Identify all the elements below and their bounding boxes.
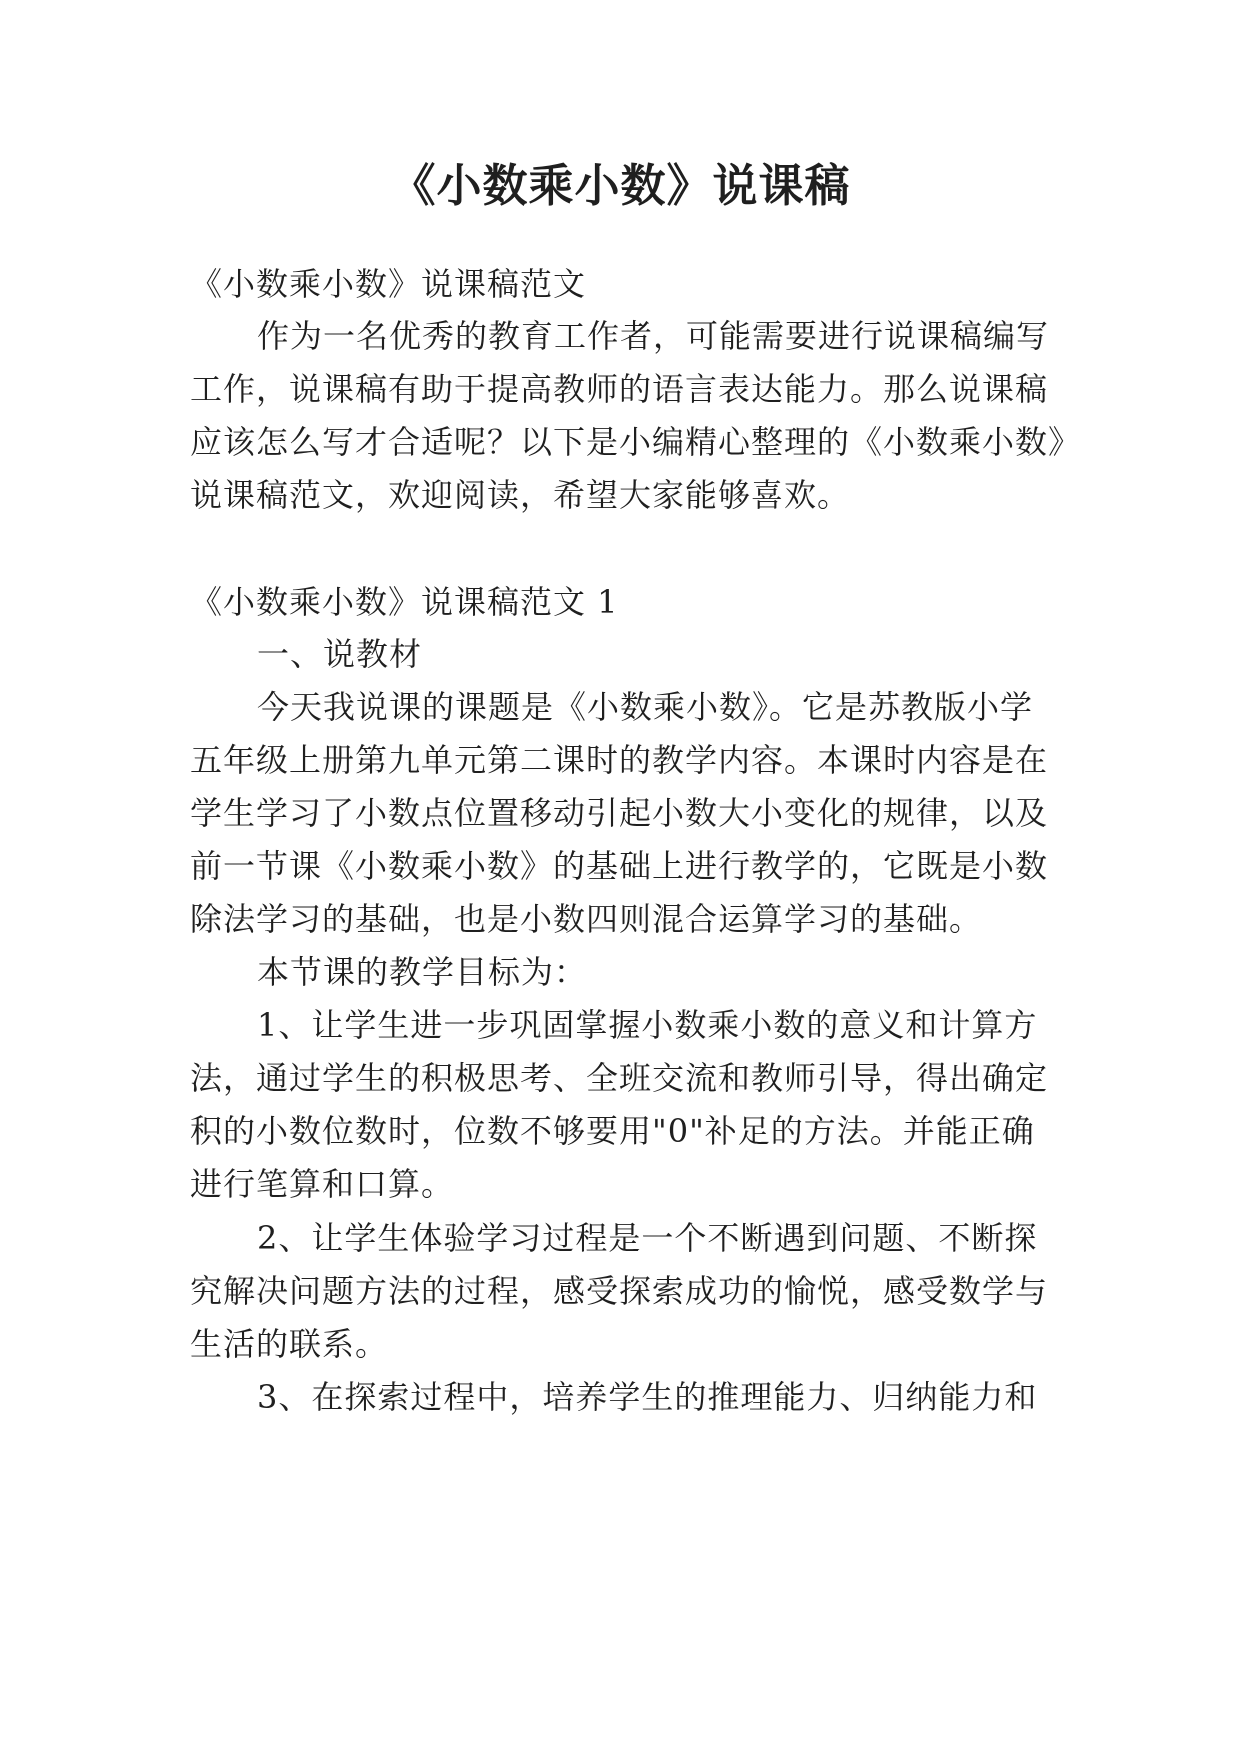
goal-1-line-2: 法，通过学生的积极思考、全班交流和教师引导，得出确定	[190, 1059, 1049, 1097]
textbook-line-1: 今天我说课的课题是《小数乘小数》。它是苏教版小学	[257, 688, 1034, 726]
section-heading: 《小数乘小数》说课稿范文 1	[190, 583, 619, 621]
intro-line-3: 应该怎么写才合适呢？以下是小编精心整理的《小数乘小数》	[190, 423, 1082, 461]
goal-2-line-2: 究解决问题方法的过程，感受探索成功的愉悦，感受数学与	[190, 1272, 1049, 1310]
intro-line-1: 作为一名优秀的教育工作者，可能需要进行说课稿编写	[257, 317, 1050, 355]
intro-line-2: 工作，说课稿有助于提高教师的语言表达能力。那么说课稿	[190, 370, 1049, 408]
goal-3-line-1: 3、在探索过程中，培养学生的推理能力、归纳能力和	[257, 1378, 1038, 1416]
goal-1-line-1: 1、让学生进一步巩固掌握小数乘小数的意义和计算方	[257, 1006, 1038, 1044]
textbook-line-2: 五年级上册第九单元第二课时的教学内容。本课时内容是在	[190, 741, 1049, 779]
subtitle: 《小数乘小数》说课稿范文	[190, 265, 587, 303]
goal-1-line-3: 积的小数位数时，位数不够要用"0"补足的方法。并能正确	[190, 1112, 1035, 1150]
document-title: 《小数乘小数》说课稿	[390, 159, 851, 212]
textbook-line-4: 前一节课《小数乘小数》的基础上进行教学的，它既是小数	[190, 847, 1049, 885]
goal-1-line-4: 进行笔算和口算。	[190, 1165, 455, 1203]
textbook-line-3: 学生学习了小数点位置移动引起小数大小变化的规律，以及	[190, 794, 1049, 832]
part-heading: 一、说教材	[257, 635, 423, 673]
goal-2-line-1: 2、让学生体验学习过程是一个不断遇到问题、不断探	[257, 1219, 1038, 1257]
goals-intro: 本节课的教学目标为：	[257, 953, 588, 991]
intro-line-4: 说课稿范文，欢迎阅读，希望大家能够喜欢。	[190, 476, 851, 514]
textbook-line-5: 除法学习的基础，也是小数四则混合运算学习的基础。	[190, 900, 983, 938]
goal-2-line-3: 生活的联系。	[190, 1325, 389, 1363]
